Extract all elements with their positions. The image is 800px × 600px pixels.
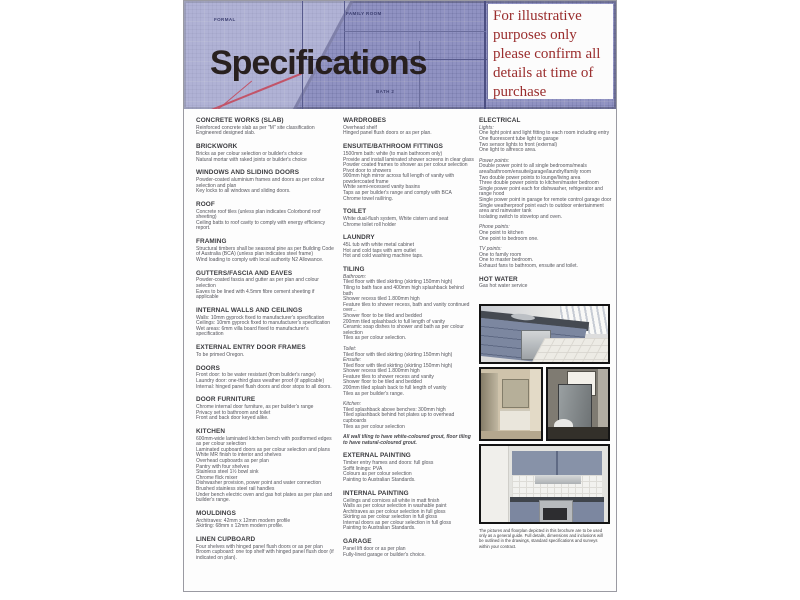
spec-line: Single power point each for dishwasher, refrigerator and range hood bbox=[479, 185, 603, 198]
section-heading: TOILET bbox=[343, 208, 367, 216]
spec-section bbox=[196, 117, 337, 137]
spec-line: One light point and light fitting to each room including entry bbox=[479, 130, 610, 137]
disclaimer-line: details at time of bbox=[493, 65, 594, 81]
spec-line: Chrome flick mixer bbox=[196, 474, 238, 481]
spec-line: Powder coated frames to shower as per colour selection bbox=[343, 162, 468, 169]
spec-line: 200mm tiled splash back to full length of vanity bbox=[343, 385, 447, 392]
spec-line: Chrome towel rail/ring. bbox=[343, 195, 394, 202]
header-banner bbox=[184, 1, 616, 109]
spec-line: Ceiling batts to roof cavity to comply with energy efficiency report. bbox=[196, 219, 326, 232]
spec-line: Hinged panel flush doors or as per plan. bbox=[343, 130, 432, 137]
spec-line: Single weatherproof point each to outdoor entertainment area and rainwater tank bbox=[479, 202, 604, 215]
spec-line: Soffit linings: PVA bbox=[343, 465, 383, 472]
disclaimer-line: purposes only bbox=[493, 27, 577, 43]
spec-line: Ceramic soap dishes to shower and bath as per colour selection bbox=[343, 324, 464, 336]
spec-section bbox=[196, 143, 337, 163]
spec-line: Eaves to be lined with 4.5mm fibre cement sheeting if applicable bbox=[196, 288, 315, 301]
spec-line: Four shelves with hinged panel flush doors or as per plan bbox=[196, 543, 323, 550]
spec-line: Internal doors as per colour selection in full gloss bbox=[343, 519, 452, 526]
photo-kitchen-oven bbox=[479, 444, 610, 524]
spec-line: Ceilings: 10mm gyprock fixed to manufacturer's specification bbox=[196, 320, 331, 327]
spec-line: Tiles as per builder's range. bbox=[343, 390, 405, 397]
spec-line: Shower recess tiled 1.800mm high bbox=[343, 296, 420, 303]
spec-section bbox=[479, 117, 613, 270]
spec-line: Bathroom: bbox=[343, 273, 367, 280]
spec-line: Engineered designed slab. bbox=[196, 130, 256, 137]
spec-section bbox=[343, 208, 474, 228]
spec-line: Internal: hinged panel flush doors and door stops to all doors. bbox=[196, 383, 332, 390]
spec-section bbox=[343, 452, 474, 483]
rangehood bbox=[535, 475, 581, 484]
floorplan-room-label: BATH 2 bbox=[376, 89, 395, 94]
spec-section bbox=[196, 238, 337, 264]
spec-line: 600mm-wide laminated kitchen bench with postformed edges as per colour selection bbox=[196, 435, 332, 448]
spec-line: Front door: to be water resistant (from builder's range) bbox=[196, 372, 316, 379]
section-heading: DOORS bbox=[196, 364, 220, 372]
photo-pair bbox=[479, 367, 610, 441]
floorplan-wall-line bbox=[344, 31, 486, 32]
spec-section bbox=[196, 270, 337, 301]
spec-line: Two double power points to lounge/living area bbox=[479, 174, 581, 181]
page-title: Specifications bbox=[210, 44, 427, 82]
spec-line: Painting to Australian Standards. bbox=[343, 525, 416, 532]
section-heading: HOT WATER bbox=[479, 275, 518, 283]
disclaimer-note bbox=[487, 4, 613, 99]
spec-line: Fully-lined garage or builder's choice. bbox=[343, 551, 426, 558]
section-heading: KITCHEN bbox=[196, 427, 226, 435]
spec-line: Toilet: bbox=[343, 345, 357, 352]
spec-section bbox=[343, 266, 474, 446]
spec-line: Tiled floor with tiled skirting (skirting 150mm high) bbox=[343, 279, 453, 286]
spec-column-left bbox=[196, 117, 337, 589]
spec-section bbox=[196, 365, 337, 391]
spec-line: Shower floor to be tiled and bedded bbox=[343, 312, 422, 319]
spec-line: Tiled splashback behind hot plates up to overhead cupboards bbox=[343, 412, 455, 425]
floor bbox=[481, 431, 543, 439]
section-heading: ROOF bbox=[196, 200, 215, 208]
spec-line: Pivot door to showers bbox=[343, 167, 392, 174]
photo-ensuite bbox=[546, 367, 610, 441]
spec-column-right bbox=[479, 117, 613, 589]
spec-line: Powder-coated fascia and gutter as per plan and colour selection bbox=[196, 277, 319, 290]
spec-line: Ensuite: bbox=[343, 357, 362, 364]
mirror bbox=[502, 379, 529, 408]
spec-line: One fluorescent tube light to garage bbox=[479, 136, 559, 143]
spec-line: 45L tub with white metal cabinet bbox=[343, 242, 414, 249]
spec-section bbox=[196, 396, 337, 422]
spec-section bbox=[196, 510, 337, 530]
spec-line: All wall tiling to have white-coloured grout, floor tiling to have natural-coloured grout. bbox=[343, 434, 471, 446]
spec-section bbox=[196, 344, 337, 358]
spec-line: To be primed Oregon. bbox=[196, 351, 245, 358]
spec-line: White MR finish to interior and shelves bbox=[196, 452, 282, 459]
spec-line: Chrome toilet roll holder bbox=[343, 221, 397, 228]
section-heading: MOULDINGS bbox=[196, 509, 236, 517]
spec-line: Tiled splashback above benches: 300mm high bbox=[343, 406, 446, 413]
photo-stack bbox=[479, 304, 610, 549]
spec-line: Overhead shelf bbox=[343, 124, 377, 131]
spec-line: One light to alfresco area. bbox=[479, 147, 537, 154]
spec-line: Architraves: 42mm x 12mm modern profile bbox=[196, 517, 291, 524]
spec-line: Powder-coated aluminium frames and doors as per colour selection and plan bbox=[196, 176, 325, 189]
section-heading: ENSUITE/BATHROOM FITTINGS bbox=[343, 143, 444, 151]
spec-line: Tiling to bath face and 400mm high splashback behind bath bbox=[343, 284, 464, 297]
section-heading: LINEN CUPBOARD bbox=[196, 535, 256, 543]
floorplan-room-label: FORMAL bbox=[214, 17, 236, 22]
spec-section bbox=[343, 538, 474, 558]
spec-line: One point to kitchen bbox=[479, 229, 524, 236]
spec-line: Power points: bbox=[479, 157, 510, 164]
spec-line: White dual-flush system, White cistern and seat bbox=[343, 216, 449, 223]
spec-line: Overhead cupboards as per plan bbox=[196, 458, 269, 465]
spec-line: Bricks as per colour selection or builder's choice bbox=[196, 150, 303, 157]
spec-section bbox=[196, 201, 337, 232]
spec-line: Lights: bbox=[479, 124, 494, 131]
spec-line: Single power point in garage for remote control garage door bbox=[479, 196, 612, 203]
wall bbox=[481, 446, 509, 524]
spec-line: Exhaust fans to bathroom, ensuite and toilet. bbox=[479, 262, 578, 269]
spec-section bbox=[196, 536, 337, 562]
spec-line: Feature tiles to shower recess, bath and vanity continued over... bbox=[343, 301, 470, 314]
spec-section bbox=[343, 234, 474, 260]
section-heading: ELECTRICAL bbox=[479, 117, 521, 124]
section-heading: INTERNAL PAINTING bbox=[343, 489, 409, 497]
spec-line: Gas hot water service bbox=[479, 283, 528, 290]
floorplan-room-label: FAMILY ROOM bbox=[346, 11, 382, 16]
photo-bathroom bbox=[479, 367, 543, 441]
spec-line: Two sensor lights to front (external) bbox=[479, 141, 558, 148]
spec-line: Wet areas: 6mm villa board fixed to manufacturer's specification bbox=[196, 325, 309, 338]
spec-section bbox=[343, 143, 474, 202]
spec-section bbox=[196, 169, 337, 195]
photo-kitchen-bench bbox=[479, 304, 610, 364]
spec-line: Concrete roof tiles (unless plan indicates Colorbond roof sheeting) bbox=[196, 208, 321, 221]
spec-line: Three double power points to kitchen/master bedroom bbox=[479, 180, 599, 187]
spec-line: Hot and cold washing machine taps. bbox=[343, 253, 424, 260]
photo-caption: The pictures and floorplan depicted in this brochure are to be used only as a general guide. Full details, dimensions and inclusions will be outlined in the drawings, standard specifications and surveys within your contract. bbox=[479, 527, 603, 549]
spec-line: Taps as per builder's range and comply with BCA bbox=[343, 190, 452, 197]
spec-section bbox=[343, 117, 474, 137]
spec-line: Feature tiles to shower recess and vanity bbox=[343, 373, 434, 380]
spec-line: Timber entry frames and doors: full gloss bbox=[343, 460, 434, 467]
spec-line: One to family room bbox=[479, 251, 522, 258]
spec-line: Stainless steel 1½ bowl sink bbox=[196, 469, 259, 476]
spec-line: Painting to Australian Standards. bbox=[343, 477, 416, 484]
overhead-cupboards bbox=[512, 451, 602, 475]
spec-line: Tiles as per colour selection. bbox=[343, 335, 407, 342]
spec-line: Skirting as per colour selection in full gloss bbox=[343, 514, 438, 521]
section-heading: GARAGE bbox=[343, 538, 372, 546]
section-heading: WINDOWS AND SLIDING DOORS bbox=[196, 169, 300, 177]
spec-line: Front and back door keyed alike. bbox=[196, 415, 269, 422]
spec-line: Key locks to all windows and sliding doors. bbox=[196, 188, 291, 195]
vanity bbox=[500, 409, 532, 430]
floor bbox=[548, 427, 610, 439]
spec-section bbox=[479, 276, 613, 290]
oven-window bbox=[543, 508, 567, 520]
spec-line: Tiled floor with tiled skirting (skirting 150mm high) bbox=[343, 351, 453, 358]
spec-line: Kitchen: bbox=[343, 401, 362, 408]
spec-line: Ceilings and cornices all white in matt finish bbox=[343, 497, 440, 504]
spec-line: Laundry door: one-third glass weather proof (if applicable) bbox=[196, 377, 325, 384]
spec-line: Phone points: bbox=[479, 224, 510, 231]
section-heading: EXTERNAL ENTRY DOOR FRAMES bbox=[196, 344, 306, 352]
spec-line: Structural timbers shall be seasonal pine as per Building Code of Australia (BCA) (unless plan indicates steel frame) bbox=[196, 245, 334, 258]
section-heading: TILING bbox=[343, 265, 365, 273]
spec-line: Privacy set to bathroom and toilet bbox=[196, 409, 271, 416]
section-heading: LAUNDRY bbox=[343, 234, 375, 242]
spec-line: Tiles as per colour selection bbox=[343, 423, 405, 430]
spec-line: Pantry with four shelves bbox=[196, 463, 250, 470]
spec-line: Double power point to all single bedrooms/meals area/bathroom/ensuite/garage/laundry/family room bbox=[479, 163, 592, 176]
spec-line: One to master bedroom. bbox=[479, 257, 534, 264]
section-heading: EXTERNAL PAINTING bbox=[343, 452, 411, 460]
section-heading: FRAMING bbox=[196, 237, 227, 245]
section-heading: CONCRETE WORKS (SLAB) bbox=[196, 117, 284, 124]
spec-line: Tiled floor with tiled skirting (skirting 150mm high) bbox=[343, 362, 453, 369]
section-heading: GUTTERS/FASCIA AND EAVES bbox=[196, 269, 293, 277]
tiled-floor bbox=[532, 338, 610, 362]
spec-line: 1500mm bath: white (to main bathroom only) bbox=[343, 150, 443, 157]
spec-line: Under bench electric oven and gas hot plates as per plan and builder's range. bbox=[196, 491, 333, 504]
spec-section bbox=[196, 428, 337, 504]
section-heading: INTERNAL WALLS AND CEILINGS bbox=[196, 306, 303, 314]
brochure-page bbox=[183, 0, 617, 592]
disclaimer-line: please confirm all bbox=[493, 46, 601, 62]
spec-line: Walls as per colour selection in washable paint bbox=[343, 503, 447, 510]
disclaimer-line: purchase bbox=[493, 84, 547, 100]
spec-line: Panel lift door or as per plan bbox=[343, 545, 406, 552]
section-heading: DOOR FURNITURE bbox=[196, 396, 256, 404]
spec-line: Provide and install laminated shower screens in clear glass bbox=[343, 156, 474, 163]
spec-line: Hot and cold taps with arm outlet bbox=[343, 247, 416, 254]
spec-line: Colours as per colour selection bbox=[343, 471, 412, 478]
spec-line: 900mm high mirror across full length of vanity with powdercoated frame bbox=[343, 173, 455, 185]
spec-line: White semi-recessed vanity basins bbox=[343, 184, 420, 191]
spec-line: Walls: 10mm gyprock fixed to manufacturer's specification bbox=[196, 314, 325, 321]
spec-line: Architraves as per colour selection in full gloss bbox=[343, 508, 446, 515]
spec-line: Isolating switch to stovetop and oven. bbox=[479, 213, 563, 220]
section-heading: BRICKWORK bbox=[196, 143, 238, 151]
spec-line: Wind loading to comply with local authority N2 Allowance. bbox=[196, 257, 324, 264]
disclaimer-line: For illustrative bbox=[493, 8, 582, 24]
spec-line: Chrome internal door furniture, as per builder's range bbox=[196, 404, 314, 411]
spec-line: Laminated cupboard doors as per colour selection and plans bbox=[196, 446, 330, 453]
spec-line: One point to bedroom one. bbox=[479, 235, 539, 242]
spec-line: Brushed stainless steel rail handles bbox=[196, 486, 275, 493]
spec-line: Dishwasher provision, power point and water connection bbox=[196, 480, 322, 487]
spec-line: TV points: bbox=[479, 246, 502, 253]
spec-line: Skirting: 68mm x 12mm modern profile. bbox=[196, 523, 284, 530]
spec-line: Broom cupboard: one top shelf with hinged panel flush door (if indicated on plan). bbox=[196, 549, 334, 561]
spec-section bbox=[196, 307, 337, 338]
spec-line: Shower floor to be tiled and bedded bbox=[343, 379, 422, 386]
spec-line: 200mm tiled splashback to full length of vanity bbox=[343, 318, 445, 325]
spec-line: Reinforced concrete slab as per "M" site classification bbox=[196, 124, 315, 131]
spec-section bbox=[343, 490, 474, 532]
spec-column-middle bbox=[343, 117, 474, 589]
spec-line: Natural mortar with raked joints or builder's choice bbox=[196, 156, 307, 163]
spec-line: Shower recess tiled 1.800mm high bbox=[343, 368, 420, 375]
section-heading: WARDROBES bbox=[343, 117, 387, 124]
floorplan-wall-line bbox=[484, 1, 486, 109]
